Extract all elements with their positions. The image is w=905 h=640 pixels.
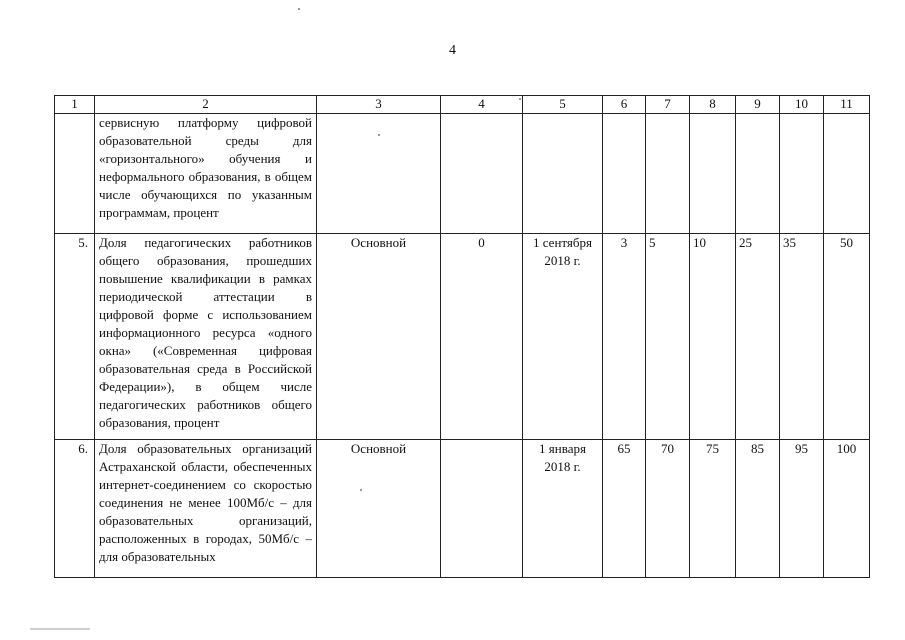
value-col-8: 75 bbox=[690, 440, 736, 578]
row-number bbox=[55, 114, 95, 234]
base-date: 1 января 2018 г. bbox=[523, 440, 603, 578]
indicator-type bbox=[317, 114, 441, 234]
column-header: 11 bbox=[824, 96, 870, 114]
column-header: 4 bbox=[441, 96, 523, 114]
column-header: 8 bbox=[690, 96, 736, 114]
value-col-8: 10 bbox=[690, 234, 736, 440]
indicators-table bbox=[54, 95, 870, 578]
value-col-11 bbox=[824, 114, 870, 234]
value-col-7 bbox=[646, 114, 690, 234]
column-header: 2 bbox=[95, 96, 317, 114]
value-col-6: 65 bbox=[603, 440, 646, 578]
column-header: 6 bbox=[603, 96, 646, 114]
row-number: 5. bbox=[55, 234, 95, 440]
base-value bbox=[441, 440, 523, 578]
indicator-description: Доля педагогических работников общего образования, прошедших повышение квалификации в рамках периодической аттестации в цифровой форме с использованием информационного ресурса «одного окна» («Современная цифровая образовательная среда в Российской Федерации»), в общем числе педагогических работников общего образования, процент bbox=[95, 234, 317, 440]
scan-mark bbox=[30, 628, 90, 630]
page-number: 4 bbox=[449, 43, 456, 58]
column-header: 9 bbox=[736, 96, 780, 114]
indicator-description: сервисную платформу цифровой образовательной среды для «горизонтального» обучения и неформального образования, в общем числе обучающихся по указанным программам, процент bbox=[95, 114, 317, 234]
value-col-7: 5 bbox=[646, 234, 690, 440]
value-col-9 bbox=[736, 114, 780, 234]
column-header: 7 bbox=[646, 96, 690, 114]
scan-speck bbox=[519, 98, 521, 100]
value-col-11: 100 bbox=[824, 440, 870, 578]
base-value bbox=[441, 114, 523, 234]
scan-speck bbox=[298, 8, 300, 10]
value-col-8 bbox=[690, 114, 736, 234]
base-value: 0 bbox=[441, 234, 523, 440]
base-date bbox=[523, 114, 603, 234]
column-header: 3 bbox=[317, 96, 441, 114]
value-col-10: 95 bbox=[780, 440, 824, 578]
indicator-type: Основной bbox=[317, 234, 441, 440]
column-header: 1 bbox=[55, 96, 95, 114]
indicator-type: Основной bbox=[317, 440, 441, 578]
scan-speck bbox=[378, 134, 380, 136]
indicator-description: Доля образовательных организаций Астраханской области, обеспеченных интернет-соединением со скоростью соединения не менее 100Мб/с – для образовательных организаций, расположенных в городах, 50Мб/с – для образовательных bbox=[95, 440, 317, 578]
table-row bbox=[55, 114, 870, 234]
value-col-9: 25 bbox=[736, 234, 780, 440]
row-number: 6. bbox=[55, 440, 95, 578]
table-row bbox=[55, 440, 870, 578]
value-col-6: 3 bbox=[603, 234, 646, 440]
value-col-11: 50 bbox=[824, 234, 870, 440]
base-date: 1 сентября 2018 г. bbox=[523, 234, 603, 440]
value-col-9: 85 bbox=[736, 440, 780, 578]
scan-speck bbox=[360, 489, 362, 491]
table-row bbox=[55, 234, 870, 440]
value-col-10: 35 bbox=[780, 234, 824, 440]
table-header-row bbox=[55, 96, 870, 114]
column-header: 5 bbox=[523, 96, 603, 114]
value-col-10 bbox=[780, 114, 824, 234]
column-header: 10 bbox=[780, 96, 824, 114]
value-col-6 bbox=[603, 114, 646, 234]
value-col-7: 70 bbox=[646, 440, 690, 578]
